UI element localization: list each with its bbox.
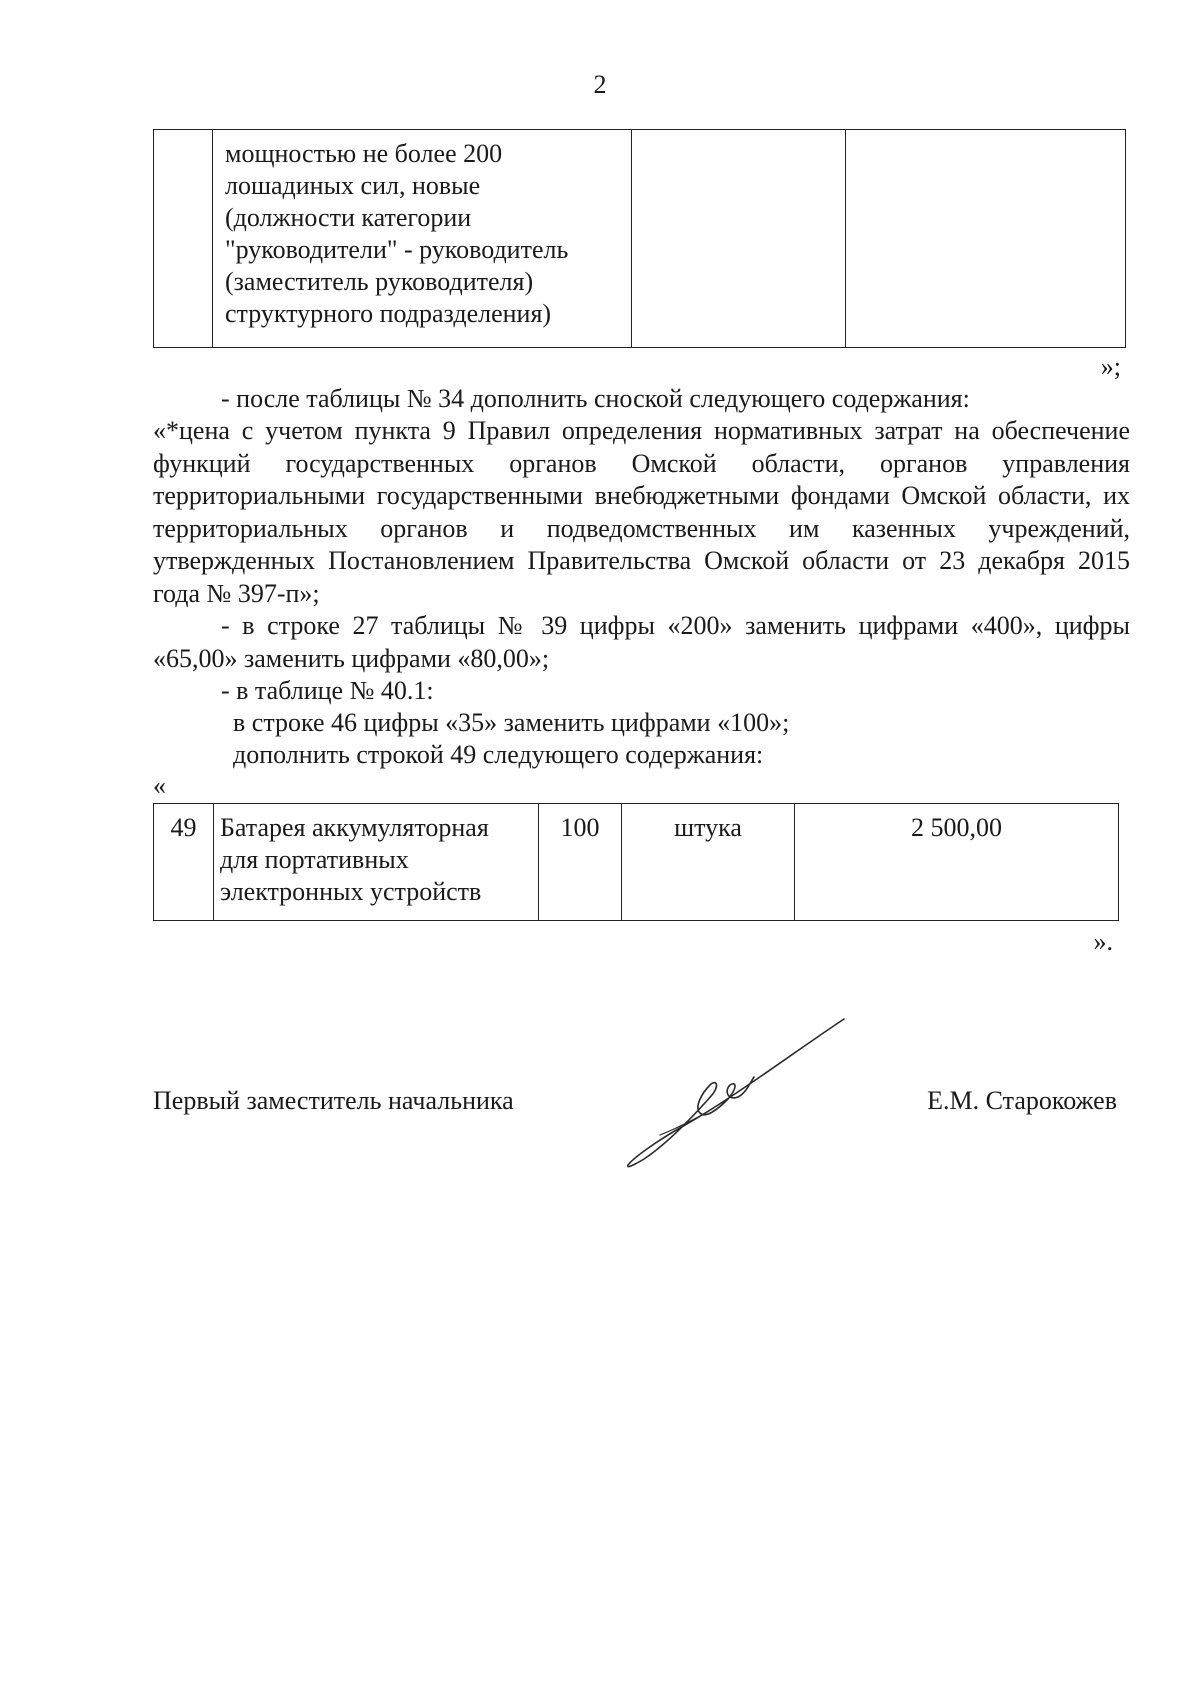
table-new-row (153, 803, 1119, 921)
table-cell-number: 49 (154, 804, 214, 921)
paragraph-table-40-1: - в таблице № 40.1: (221, 676, 434, 705)
signatory-name: Е.М. Старокожев (927, 1086, 1117, 1115)
table-row (154, 804, 1119, 921)
table-cell-name: Батарея аккумуляторная для портативных электронных устройств (214, 804, 539, 921)
table-cell-quantity: 100 (539, 804, 622, 921)
table-cell-name: мощностью не более 200 лошадиных сил, новые (должности категории "руководители" - руководитель (заместитель руководителя) структурного подразделения) (213, 130, 632, 348)
paragraph-footnote-intro: - после таблицы № 34 дополнить сноской следующего содержания: (221, 384, 970, 413)
table-cell-quantity (632, 130, 846, 348)
table-row (154, 130, 1126, 348)
paragraph-row-49: дополнить строкой 49 следующего содержания: (233, 740, 764, 769)
signatory-position: Первый заместитель начальника (153, 1086, 514, 1115)
table-cell-price: 2 500,00 (795, 804, 1119, 921)
paragraph-table-39: - в строке 27 таблицы № 39 цифры «200» заменить цифрами «400», цифры «65,00» заменить цифрами «80,00»; (153, 611, 1130, 673)
closing-quote: ». (1093, 927, 1113, 956)
table-cell-unit: штука (622, 804, 795, 921)
paragraph-footnote-text: «*цена с учетом пункта 9 Правил определения нормативных затрат на обеспечение функций государственных органов Омской области, органов управления территориальными государственными внебюджетными фондами Омской области, их территориальных органов и подведомственных им казенных учреждений, утвержденных Постановлением Правительства Омской области от 23 декабря 2015 года № 397-п»; (153, 416, 1130, 608)
opening-quote: « (153, 771, 166, 800)
table-continued (153, 129, 1126, 348)
page-number: 2 (593, 70, 607, 99)
paragraph-row-46: в строке 46 цифры «35» заменить цифрами «100»; (233, 708, 790, 737)
closing-quote: »; (1100, 352, 1121, 381)
handwritten-signature-icon (620, 1015, 850, 1175)
table-cell-price (846, 130, 1126, 348)
table-cell-number (154, 130, 213, 348)
